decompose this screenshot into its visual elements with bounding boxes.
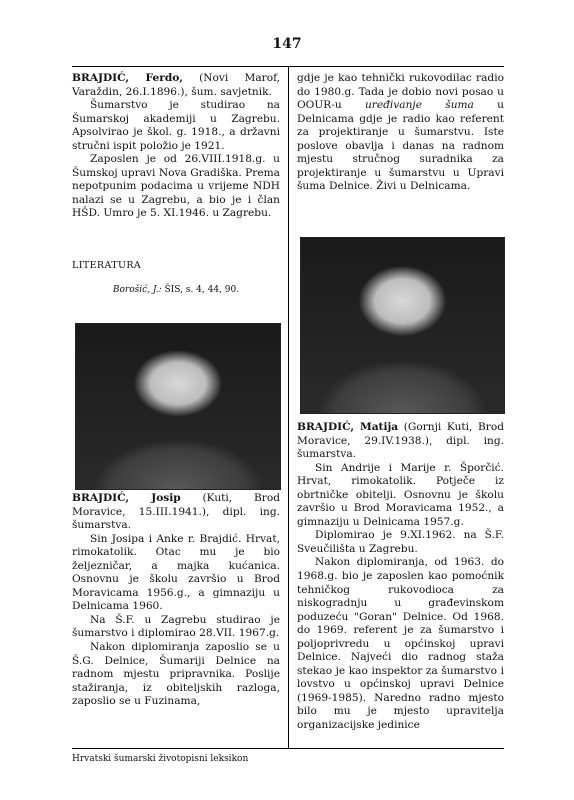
entry-header (297, 421, 504, 462)
text-segment: gdje je kao tehnički rukovodilac radio do 1980.g. Tada je dobio novi posao u OOUR-u (297, 72, 504, 112)
entry-header (72, 72, 280, 99)
entry-name: BRAJDIĆ, Ferdo, (72, 72, 183, 84)
paragraph: Nakon diplomiranja zaposlio se u Š.G. Delnice, Šumariji Delnice na radnom mjestu pripravnika. Poslije stažiranja, iz obiteljskih razloga, zaposlio se u Fuzinama, (72, 641, 280, 708)
entry-ferdo (72, 72, 280, 221)
text-italic: uređivanje šuma (364, 99, 474, 112)
reference-author: Borošić, J.: (112, 285, 162, 295)
portrait-matija-photo (300, 237, 505, 414)
reference-text: ŠIS, s. 4, 44, 90. (161, 285, 240, 295)
paragraph: Sin Andrije i Marije r. Šporčić. Hrvat, rimokatolik. Potječe iz obrtničke obitelji. Osnovnu je školu završio u Brod Moravicama 1952., a gimnaziju u Delnicama 1957.g. (297, 461, 504, 528)
reference (72, 284, 280, 298)
portrait-josip-photo (75, 323, 281, 490)
paragraph: Šumarstvo je studirao na Šumarskoj akademiji u Zagrebu. Apsolvirao je škol. g. 1918., a državni stručni ispit položio je 1921. (72, 99, 280, 152)
column-divider (288, 66, 289, 748)
entry-josip-continued (297, 72, 504, 194)
paragraph: Sin Josipa i Anke r. Brajdić. Hrvat, rimokatolik. Otac mu je bio željezničar, a majka kućanica. Osnovnu je školu završio u Brod Moravicama 1956.g., a gimnaziju u Delnicama 1960. (72, 532, 280, 613)
entry-josip (72, 492, 280, 709)
bottom-rule (72, 748, 504, 749)
paragraph: Na Š.F. u Zagrebu studirao je šumarstvo i diplomirao 28.VII. 1967.g. (72, 613, 280, 640)
entry-name: BRAJDIĆ, Matija (297, 421, 399, 433)
entry-intro: (Kuti, Brod Moravice, 15.III.1941.), dipl. ing. šumarstva. (72, 492, 280, 532)
entry-intro: (Novi Marof, Varaždin, 26.I.1896.), šum. savjetnik. (72, 72, 280, 98)
entry-header (72, 492, 280, 533)
footer: Hrvatski šumarski životopisni leksikon (72, 754, 249, 764)
text-segment: u Delnicama gdje je radio kao referent za projektiranje u šumarstvu. Iste poslove obavlja i danas na radnom mjestu stručnog suradnika za projektiranje u šumarstvu u Upravi šuma Delnice. Živi u Delnicama. (297, 99, 504, 193)
paragraph: Nakon diplomiranja, od 1963. do 1968.g. bio je zaposlen kao pomoćnik tehničkog rukovodioca za niskogradnju u građevinskom poduzeću "Goran" Delnice. Od 1968. do 1969. referent je za šumarstvo i poljoprivredu u općinskoj upravi Delnice. Najveći dio radnog staža stekao je kao inspektor za šumarstvo i lovstvo u općinskoj upravi Delnice (1969-1985). Naredno radno mjesto bilo mu je mjesto upravitelja organizacijske jedinice (297, 556, 504, 732)
paragraph: Diplomirao je 9.XI.1962. na Š.F. Sveučilišta u Zagrebu. (297, 529, 504, 555)
entry-intro: (Gornji Kuti, Brod Moravice, 29.IV.1938.), dipl. ing. šumarstva. (297, 421, 504, 461)
literatura-heading: LITERATURA (72, 260, 142, 271)
entry-matija (297, 421, 504, 733)
paragraph: Zaposlen je od 26.VIII.1918.g. u Šumskoj upravi Nova Gradiška. Prema nepotpunim podacima u vrijeme NDH nalazi se u Zagrebu, a bio je i član HŠD. Umro je 5. XI.1946. u Zagrebu. (72, 153, 280, 220)
entry-name: BRAJDIĆ, Josip (72, 492, 181, 504)
page-number: 147 (272, 36, 302, 52)
paragraph (297, 72, 504, 194)
